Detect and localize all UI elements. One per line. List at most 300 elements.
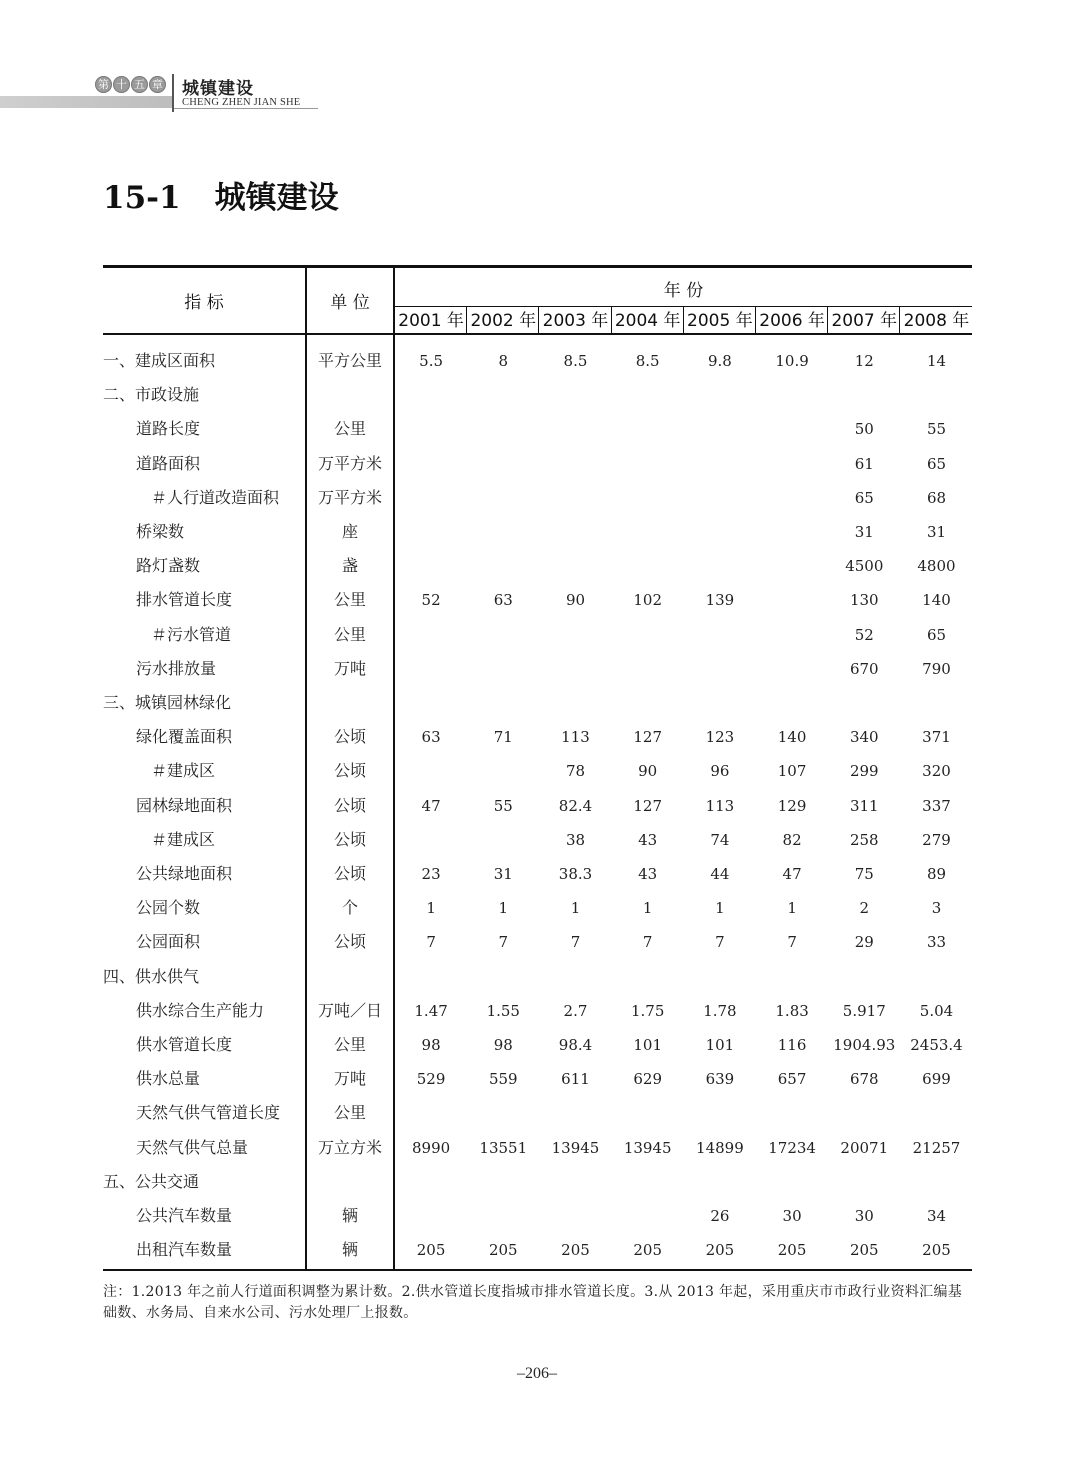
value-cell: 2453.4 xyxy=(910,1036,963,1054)
value-cell xyxy=(467,823,539,857)
row-label: 桥梁数 xyxy=(136,522,185,541)
value-cell: 2.7 xyxy=(563,1001,588,1020)
value-cell xyxy=(467,686,539,720)
row-unit: 辆 xyxy=(341,1240,358,1260)
value-cell: 74 xyxy=(710,830,730,849)
value-cell: 65 xyxy=(926,454,947,473)
value-cell: 2 xyxy=(859,899,870,918)
table-top-rule xyxy=(103,265,972,268)
value-cell xyxy=(539,686,611,720)
value-cell: 65 xyxy=(926,625,947,644)
value-cell xyxy=(467,618,539,652)
row-label: 道路长度 xyxy=(136,419,201,439)
value-cell: 4500 xyxy=(845,557,884,576)
value-cell: 30 xyxy=(782,1207,802,1225)
value-cell xyxy=(612,686,684,720)
value-cell xyxy=(684,412,756,446)
value-cell: 26 xyxy=(710,1207,730,1225)
value-cell: 90 xyxy=(565,591,586,610)
value-cell xyxy=(828,686,900,720)
value-cell xyxy=(467,1165,539,1199)
table-row xyxy=(103,378,972,412)
chapter-badge-char: 第 xyxy=(95,76,112,93)
header-indicator: 指 标 xyxy=(184,293,224,313)
chapter-badge-char: 章 xyxy=(149,76,166,93)
value-cell xyxy=(756,583,828,617)
row-unit: 万吨 xyxy=(333,658,366,678)
value-cell: 205 xyxy=(922,1241,951,1260)
table-row xyxy=(103,1028,972,1062)
value-cell xyxy=(828,1096,900,1130)
value-cell xyxy=(467,412,539,446)
value-cell xyxy=(395,960,467,994)
value-cell: 12 xyxy=(854,352,874,370)
value-cell xyxy=(395,481,467,515)
value-cell xyxy=(900,1165,972,1199)
row-label: ＃建成区 xyxy=(151,829,216,849)
value-cell: 33 xyxy=(926,933,947,952)
value-cell xyxy=(684,1096,756,1130)
footnote: 注：1.2013 年之前人行道面积调整为累计数。2.供水管道长度指城市排水管道长度。3.从 2013 年起，采用重庆市市政行业资料汇编基础数、水务局、自来水公司、污水处理厂上报数。 xyxy=(103,1284,963,1321)
table-row xyxy=(103,344,972,378)
row-label: 供水管道长度 xyxy=(136,1035,233,1054)
value-cell xyxy=(539,481,611,515)
value-cell: 129 xyxy=(777,796,807,815)
value-cell: 98 xyxy=(421,1036,441,1054)
table-row xyxy=(103,515,972,549)
value-cell: 337 xyxy=(922,796,951,815)
value-cell: 30 xyxy=(854,1207,874,1225)
value-cell: 7 xyxy=(498,933,509,952)
value-cell xyxy=(612,618,684,652)
table-row xyxy=(103,960,972,994)
value-cell xyxy=(467,960,539,994)
value-cell: 7 xyxy=(426,933,436,952)
value-cell: 98.4 xyxy=(558,1036,593,1054)
value-cell xyxy=(539,515,611,549)
value-cell: 371 xyxy=(922,728,951,747)
value-cell: 611 xyxy=(561,1070,590,1089)
value-cell: 657 xyxy=(777,1070,807,1089)
row-label: 公共汽车数量 xyxy=(136,1206,233,1225)
value-cell: 127 xyxy=(633,728,662,747)
row-label: 排水管道长度 xyxy=(136,590,233,610)
value-cell: 1 xyxy=(570,899,581,918)
value-cell: 1 xyxy=(715,899,725,918)
value-cell xyxy=(395,1199,467,1233)
value-cell: 102 xyxy=(633,591,662,610)
value-cell xyxy=(612,549,684,583)
row-unit: 个 xyxy=(341,898,358,918)
table-row xyxy=(103,447,972,481)
row-unit: 万平方米 xyxy=(317,453,382,473)
row-label: 污水排放量 xyxy=(136,658,217,678)
value-cell: 5.917 xyxy=(842,1001,886,1020)
value-cell: 1 xyxy=(642,899,653,918)
value-cell xyxy=(395,447,467,481)
value-cell: 629 xyxy=(633,1070,662,1089)
year-column-divider xyxy=(827,306,828,333)
value-cell xyxy=(612,960,684,994)
value-cell: 14 xyxy=(926,352,947,370)
value-cell: 1 xyxy=(498,899,509,918)
value-cell: 1 xyxy=(426,899,436,918)
value-cell xyxy=(900,1096,972,1130)
value-cell: 127 xyxy=(633,796,662,815)
value-cell: 1.75 xyxy=(630,1001,665,1020)
row-label: 园林绿地面积 xyxy=(136,795,233,815)
value-cell xyxy=(395,549,467,583)
value-cell xyxy=(395,515,467,549)
value-cell xyxy=(684,618,756,652)
row-unit: 平方公里 xyxy=(317,351,382,370)
row-unit: 公里 xyxy=(333,624,366,644)
value-cell xyxy=(684,481,756,515)
value-cell: 529 xyxy=(416,1070,446,1089)
table-row xyxy=(103,891,972,925)
value-cell: 311 xyxy=(849,796,879,815)
value-cell xyxy=(539,652,611,686)
value-cell xyxy=(395,823,467,857)
value-cell: 8990 xyxy=(412,1138,451,1157)
table-row xyxy=(103,549,972,583)
value-cell: 205 xyxy=(416,1241,446,1260)
value-cell: 52 xyxy=(421,591,441,610)
value-cell xyxy=(828,378,900,412)
value-cell: 699 xyxy=(922,1070,951,1089)
value-cell: 55 xyxy=(493,796,513,815)
row-unit: 公里 xyxy=(333,1103,366,1123)
value-cell: 14899 xyxy=(696,1138,744,1157)
value-cell xyxy=(756,686,828,720)
value-cell xyxy=(900,960,972,994)
value-cell: 1.78 xyxy=(703,1001,737,1020)
table-row xyxy=(103,618,972,652)
table-header-rule xyxy=(103,333,972,335)
value-cell: 44 xyxy=(710,865,730,883)
row-unit xyxy=(307,378,393,412)
row-label: 一、建成区面积 xyxy=(103,351,216,370)
value-cell: 82.4 xyxy=(558,796,593,815)
row-unit: 座 xyxy=(341,522,358,541)
value-cell: 43 xyxy=(638,865,658,883)
table-row xyxy=(103,1233,972,1267)
row-label: 公共绿地面积 xyxy=(136,864,233,883)
header-underline xyxy=(173,108,318,109)
value-cell: 17234 xyxy=(768,1138,816,1157)
year-header-cell: 2006 年 xyxy=(759,311,825,331)
row-unit: 公顷 xyxy=(333,932,366,952)
value-cell: 670 xyxy=(849,659,879,678)
value-cell: 98 xyxy=(493,1036,513,1054)
value-cell xyxy=(900,378,972,412)
value-cell: 75 xyxy=(854,865,874,883)
value-cell xyxy=(612,1199,684,1233)
value-cell: 113 xyxy=(561,728,590,747)
table-row xyxy=(103,412,972,446)
value-cell xyxy=(612,481,684,515)
value-cell xyxy=(684,652,756,686)
value-cell xyxy=(395,378,467,412)
row-unit: 公顷 xyxy=(333,727,366,747)
chapter-badge-char: 五 xyxy=(131,76,148,93)
chapter-subtitle: CHENG ZHEN JIAN SHE xyxy=(182,97,301,108)
value-cell: 13945 xyxy=(551,1138,600,1157)
value-cell xyxy=(395,652,467,686)
value-cell: 47 xyxy=(421,796,441,815)
value-cell: 7 xyxy=(642,933,653,952)
value-cell xyxy=(539,618,611,652)
table-row xyxy=(103,1096,972,1130)
value-cell xyxy=(467,378,539,412)
value-cell xyxy=(539,1096,611,1130)
value-cell: 10.9 xyxy=(775,352,809,370)
value-cell: 31 xyxy=(926,523,947,541)
value-cell xyxy=(756,515,828,549)
value-cell xyxy=(756,412,828,446)
value-cell: 61 xyxy=(854,454,874,473)
value-cell: 31 xyxy=(493,865,513,883)
value-cell xyxy=(395,754,467,788)
value-cell xyxy=(612,378,684,412)
table-row xyxy=(103,823,972,857)
value-cell xyxy=(539,1165,611,1199)
value-cell: 205 xyxy=(849,1241,879,1260)
value-cell xyxy=(612,1165,684,1199)
value-cell: 52 xyxy=(854,625,874,644)
value-cell: 43 xyxy=(638,830,658,849)
value-cell xyxy=(467,1096,539,1130)
row-unit: 公里 xyxy=(333,590,366,610)
table-row xyxy=(103,652,972,686)
value-cell: 20071 xyxy=(840,1138,889,1157)
page-title xyxy=(103,172,339,217)
value-cell: 279 xyxy=(922,830,951,849)
header-unit: 单 位 xyxy=(330,293,370,313)
value-cell xyxy=(467,549,539,583)
row-label: 天然气供气总量 xyxy=(136,1137,249,1157)
value-cell: 89 xyxy=(926,865,947,883)
value-cell xyxy=(684,960,756,994)
table-title: 城镇建设 xyxy=(214,180,339,216)
value-cell: 1.83 xyxy=(775,1001,809,1020)
table-row xyxy=(103,925,972,959)
row-label: 供水综合生产能力 xyxy=(136,1000,265,1020)
year-column-divider xyxy=(466,306,467,333)
value-cell: 107 xyxy=(777,762,807,781)
table-row xyxy=(103,1062,972,1096)
row-label: ＃人行道改造面积 xyxy=(151,487,280,507)
value-cell: 50 xyxy=(854,420,874,439)
year-header-cell: 2001 年 xyxy=(398,311,464,331)
value-cell: 101 xyxy=(633,1036,662,1054)
table-row xyxy=(103,686,972,720)
value-cell: 8.5 xyxy=(635,352,660,370)
value-cell xyxy=(467,515,539,549)
value-cell xyxy=(612,1096,684,1130)
row-label: 天然气供气管道长度 xyxy=(136,1103,281,1123)
value-cell xyxy=(756,652,828,686)
year-header-cell: 2007 年 xyxy=(831,311,898,331)
page-number: –206– xyxy=(517,1365,557,1382)
row-label: 三、城镇园林绿化 xyxy=(103,693,232,712)
value-cell xyxy=(684,447,756,481)
row-unit xyxy=(307,960,393,994)
value-cell xyxy=(395,618,467,652)
row-label: 五、公共交通 xyxy=(103,1171,200,1191)
value-cell xyxy=(612,515,684,549)
chapter-title: 城镇建设 xyxy=(182,79,254,99)
value-cell xyxy=(395,686,467,720)
value-cell xyxy=(756,481,828,515)
value-cell: 101 xyxy=(705,1036,735,1054)
row-label: 四、供水供气 xyxy=(103,966,200,986)
value-cell: 63 xyxy=(421,728,441,747)
table-row xyxy=(103,720,972,754)
row-unit: 万吨 xyxy=(333,1069,366,1089)
row-label: 供水总量 xyxy=(136,1069,201,1089)
row-unit: 公顷 xyxy=(333,864,366,883)
value-cell xyxy=(539,1199,611,1233)
table-row xyxy=(103,1131,972,1165)
row-unit: 辆 xyxy=(341,1206,358,1225)
value-cell: 38 xyxy=(565,830,586,849)
row-label: 出租汽车数量 xyxy=(136,1240,233,1260)
value-cell xyxy=(539,447,611,481)
row-unit: 公顷 xyxy=(333,795,366,815)
value-cell xyxy=(756,1096,828,1130)
value-cell: 559 xyxy=(488,1070,518,1089)
year-column-divider xyxy=(683,306,684,333)
value-cell: 1.47 xyxy=(414,1001,448,1020)
value-cell: 3 xyxy=(931,899,942,918)
value-cell: 7 xyxy=(787,933,797,952)
value-cell xyxy=(828,1165,900,1199)
row-unit: 万立方米 xyxy=(317,1137,382,1157)
value-cell xyxy=(612,447,684,481)
value-cell xyxy=(684,686,756,720)
year-header-cell: 2008 年 xyxy=(903,311,970,331)
value-cell: 9.8 xyxy=(707,352,732,370)
value-cell: 13551 xyxy=(479,1138,528,1157)
value-cell: 7 xyxy=(570,933,581,952)
value-cell: 205 xyxy=(777,1241,807,1260)
row-label: ＃建成区 xyxy=(151,761,216,781)
value-cell: 21257 xyxy=(912,1138,961,1157)
table-row xyxy=(103,857,972,891)
value-cell xyxy=(467,652,539,686)
value-cell: 23 xyxy=(421,865,441,883)
value-cell xyxy=(828,960,900,994)
value-cell xyxy=(395,1165,467,1199)
header-separator xyxy=(172,74,174,112)
header-years-group: 年 份 xyxy=(663,281,704,301)
year-column-divider xyxy=(538,306,539,333)
value-cell: 4800 xyxy=(917,557,956,576)
table-number: 15-1 xyxy=(103,180,181,216)
value-cell: 320 xyxy=(922,762,951,781)
year-header-cell: 2002 年 xyxy=(470,311,537,331)
table-row xyxy=(103,789,972,823)
row-unit: 公顷 xyxy=(333,761,366,781)
chapter-badge-group xyxy=(95,76,166,93)
value-cell: 90 xyxy=(638,762,658,781)
value-cell xyxy=(684,549,756,583)
value-cell: 96 xyxy=(710,762,730,781)
value-cell: 116 xyxy=(777,1036,807,1054)
value-cell xyxy=(539,960,611,994)
value-cell: 8 xyxy=(498,352,509,370)
value-cell: 5.04 xyxy=(919,1001,954,1020)
year-header-cell: 2005 年 xyxy=(687,311,753,331)
value-cell: 205 xyxy=(705,1241,735,1260)
value-cell xyxy=(539,378,611,412)
table-bottom-rule xyxy=(103,1269,972,1271)
value-cell: 340 xyxy=(849,728,879,747)
value-cell: 13945 xyxy=(623,1138,672,1157)
value-cell: 258 xyxy=(849,830,879,849)
value-cell xyxy=(756,549,828,583)
value-cell: 140 xyxy=(777,728,807,747)
value-cell: 8.5 xyxy=(563,352,588,370)
value-cell xyxy=(756,960,828,994)
value-cell: 299 xyxy=(849,762,879,781)
row-label: 路灯盏数 xyxy=(136,556,201,576)
table-row xyxy=(103,583,972,617)
row-unit: 盏 xyxy=(341,556,358,576)
value-cell: 82 xyxy=(782,830,802,849)
value-cell: 113 xyxy=(705,796,735,815)
row-unit xyxy=(307,1165,393,1199)
value-cell xyxy=(756,1165,828,1199)
value-cell: 78 xyxy=(565,762,586,781)
value-cell xyxy=(756,618,828,652)
value-cell xyxy=(684,1165,756,1199)
value-cell xyxy=(684,378,756,412)
value-cell: 205 xyxy=(633,1241,662,1260)
value-cell: 205 xyxy=(561,1241,590,1260)
value-cell: 34 xyxy=(926,1207,947,1225)
value-cell xyxy=(467,1199,539,1233)
value-cell: 55 xyxy=(926,420,947,439)
value-cell xyxy=(395,412,467,446)
year-column-divider xyxy=(611,306,612,333)
value-cell xyxy=(900,686,972,720)
row-label: 道路面积 xyxy=(136,453,201,473)
value-cell: 639 xyxy=(705,1070,735,1089)
value-cell xyxy=(467,481,539,515)
year-header-cell: 2004 年 xyxy=(614,311,681,331)
value-cell: 205 xyxy=(488,1241,518,1260)
table-row xyxy=(103,754,972,788)
row-label: 公园个数 xyxy=(136,898,201,918)
value-cell: 139 xyxy=(705,591,735,610)
value-cell xyxy=(756,447,828,481)
table-row xyxy=(103,481,972,515)
value-cell: 71 xyxy=(493,728,513,747)
value-cell xyxy=(684,515,756,549)
value-cell: 123 xyxy=(705,728,735,747)
value-cell: 1 xyxy=(787,899,797,918)
year-header-cell: 2003 年 xyxy=(542,311,609,331)
value-cell: 47 xyxy=(782,865,802,883)
value-cell: 29 xyxy=(854,933,874,952)
row-unit: 万平方米 xyxy=(317,487,382,507)
value-cell xyxy=(467,754,539,788)
value-cell: 63 xyxy=(493,591,513,610)
table-row xyxy=(103,1199,972,1233)
value-cell xyxy=(756,378,828,412)
